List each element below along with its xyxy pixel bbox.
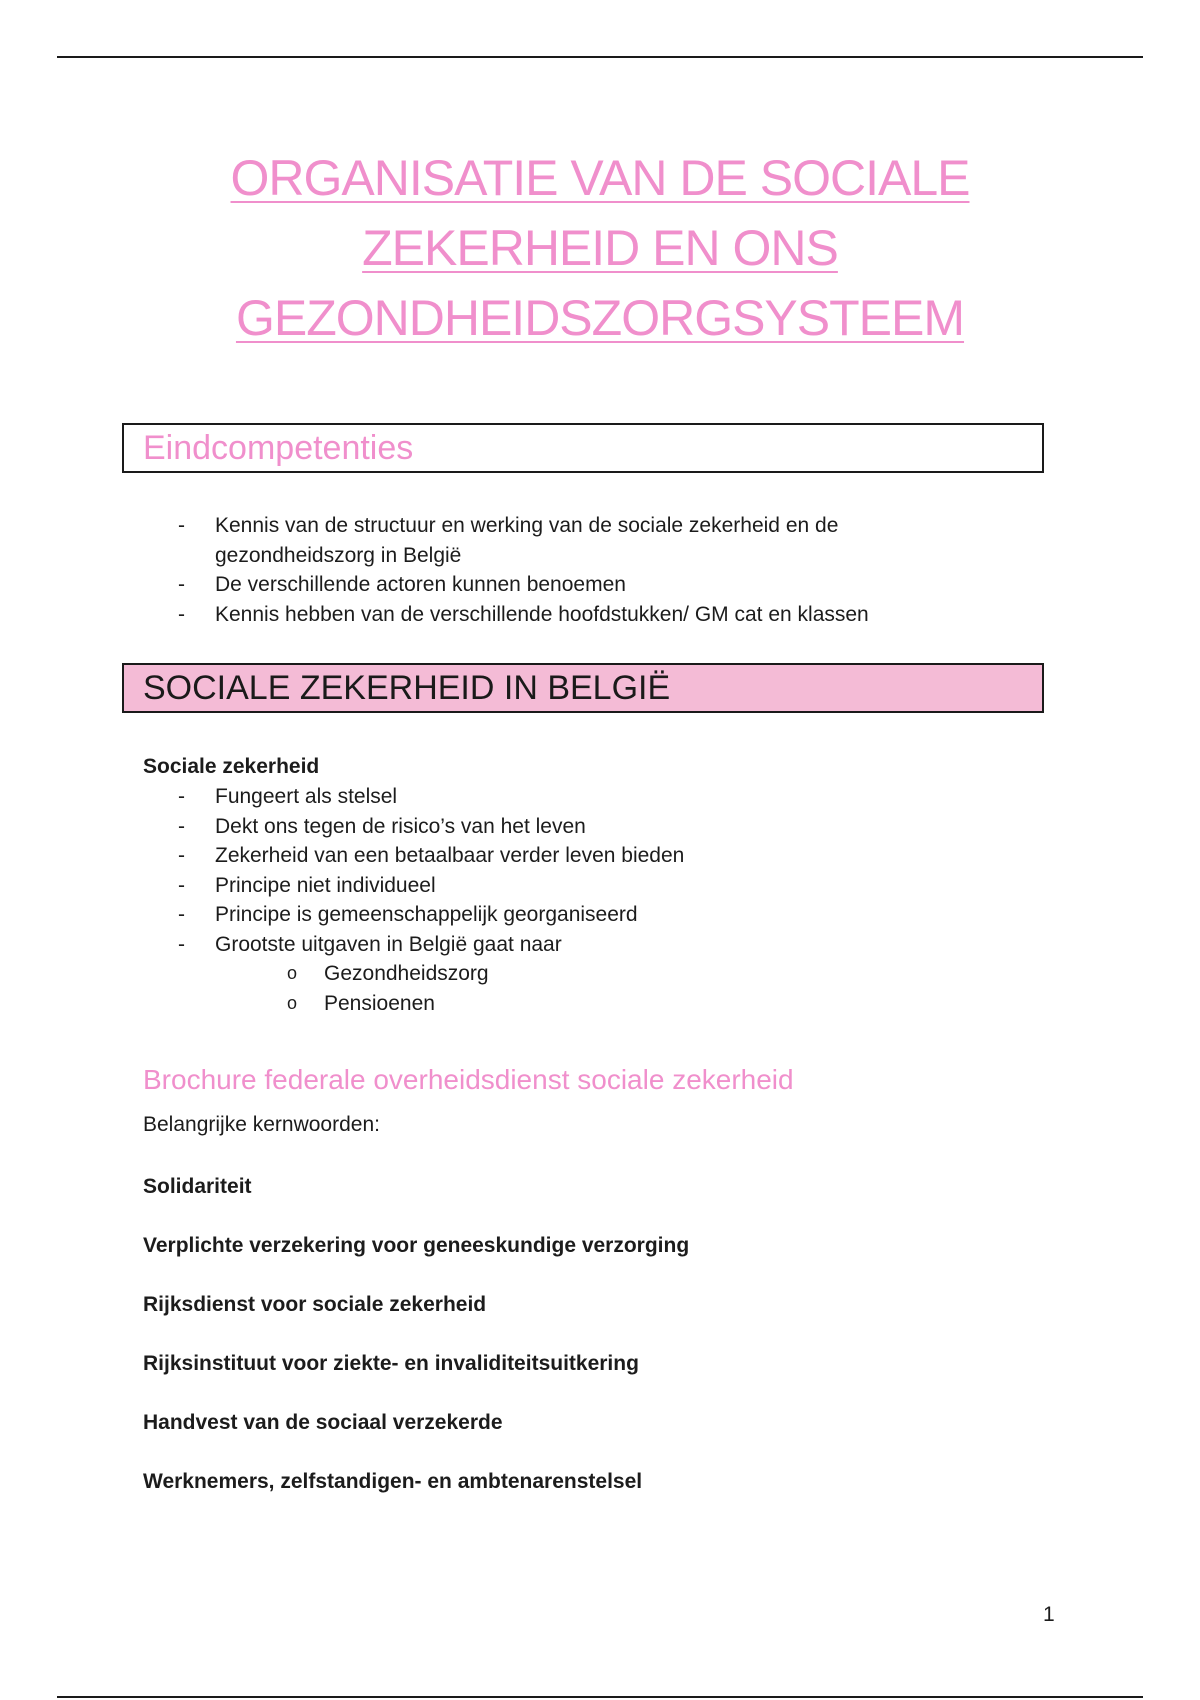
keyword-item: Rijksinstituut voor ziekte- en invaliditeitsuitkering	[143, 1352, 639, 1375]
sociale-zekerheid-list	[178, 782, 938, 1018]
eindcompetenties-list	[178, 511, 938, 629]
list-item: - Kennis hebben van de verschillende hoofdstukken/ GM cat en klassen	[178, 600, 938, 630]
list-item: - De verschillende actoren kunnen benoemen	[178, 570, 938, 600]
list-item: - Zekerheid van een betaalbaar verder leven bieden	[178, 841, 938, 871]
nested-list-item: o Gezondheidszorg	[287, 959, 938, 989]
top-rule	[57, 56, 1143, 58]
brochure-heading: Brochure federale overheidsdienst sociale zekerheid	[143, 1064, 794, 1095]
keyword-item: Solidariteit	[143, 1175, 252, 1198]
list-item: - Dekt ons tegen de risico’s van het leven	[178, 812, 938, 842]
keyword-list	[143, 1172, 689, 1526]
list-item: - Fungeert als stelsel	[178, 782, 938, 812]
nested-list	[215, 959, 938, 1018]
brochure-intro: Belangrijke kernwoorden:	[143, 1113, 380, 1136]
title-line-1: ORGANISATIE VAN DE SOCIALE	[230, 150, 970, 206]
nested-list-item: o Pensioenen	[287, 989, 938, 1019]
page-number: 1	[1043, 1603, 1055, 1626]
eindcompetenties-heading: Eindcompetenties	[122, 423, 1044, 473]
keyword-item: Werknemers, zelfstandigen- en ambtenarenstelsel	[143, 1470, 643, 1493]
bottom-rule	[57, 1696, 1143, 1698]
keyword-item: Handvest van de sociaal verzekerde	[143, 1411, 503, 1434]
title-line-3: GEZONDHEIDSZORGSYSTEEM	[235, 290, 965, 346]
list-item: - Principe niet individueel	[178, 871, 938, 901]
keyword-item: Verplichte verzekering voor geneeskundige verzorging	[143, 1234, 690, 1257]
list-item-text: Grootste uitgaven in België gaat naar	[215, 932, 562, 956]
list-item	[178, 930, 938, 1019]
keyword-item: Rijksdienst voor sociale zekerheid	[143, 1293, 487, 1316]
list-item: - Principe is gemeenschappelijk georganiseerd	[178, 900, 938, 930]
section-heading: SOCIALE ZEKERHEID IN BELGIË	[122, 663, 1044, 713]
sociale-zekerheid-title: Sociale zekerheid	[143, 755, 320, 778]
document-title	[180, 143, 1020, 353]
title-line-2: ZEKERHEID EN ONS	[362, 220, 838, 276]
list-item: - Kennis van de structuur en werking van de sociale zekerheid en de gezondheidszorg in België	[178, 511, 938, 570]
